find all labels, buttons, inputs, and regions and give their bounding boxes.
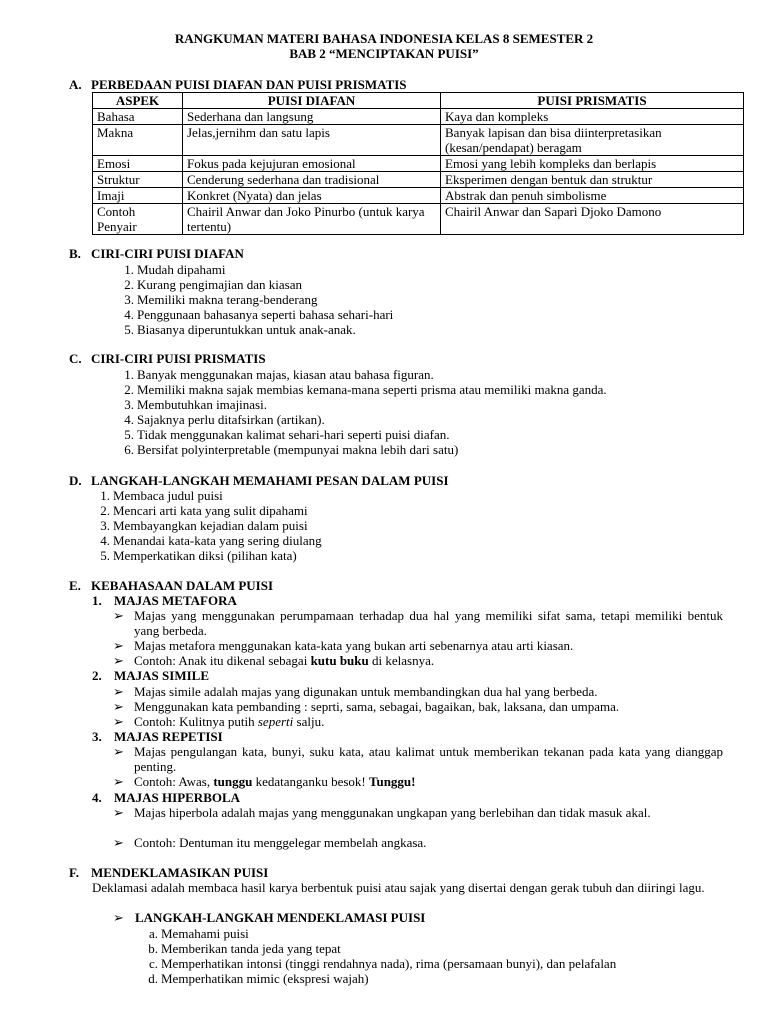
list-item: 3. Membutuhkan imajinasi.: [124, 397, 267, 412]
list-item: a. Memahami puisi: [148, 926, 249, 941]
arrow-bullet-icon: ➢: [113, 653, 124, 668]
bullet-item: ➢ Menggunakan kata pembanding : seprti, sama, sebagai, bagaikan, bak, laksana, dan umpama.: [113, 699, 620, 714]
list-item: 1. Mudah dipahami: [124, 262, 226, 277]
deklamasi-steps-list: [148, 926, 617, 986]
arrow-bullet-icon: ➢: [113, 684, 124, 699]
table-row: [93, 109, 744, 125]
table-header: PUISI DIAFAN: [183, 93, 441, 109]
deklamasi-steps-heading: ➢ LANGKAH-LANGKAH MENDEKLAMASI PUISI: [113, 910, 426, 925]
table-cell: Contoh Penyair: [93, 204, 183, 235]
section-b-heading: [69, 246, 244, 261]
arrow-bullet-icon: ➢: [113, 608, 124, 623]
section-title: PERBEDAAN PUISI DIAFAN DAN PUISI PRISMATIS: [91, 77, 407, 92]
arrow-bullet-icon: ➢: [113, 910, 124, 925]
document-title: RANGKUMAN MATERI BAHASA INDONESIA KELAS 8 SEMESTER 2: [174, 31, 594, 46]
table-cell: Kaya dan kompleks: [441, 109, 744, 125]
list-item: d. Memperhatikan mimic (ekspresi wajah): [148, 971, 369, 986]
memahami-list: [100, 488, 322, 563]
list-item: 5. Biasanya diperuntukkan untuk anak-anak.: [124, 322, 356, 337]
section-title: MENDEKLAMASIKAN PUISI: [91, 865, 269, 880]
table-row: [93, 172, 744, 188]
table-cell: Eksperimen dengan bentuk dan struktur: [441, 172, 744, 188]
prismatis-list: [124, 367, 607, 457]
section-e-heading: [69, 578, 273, 593]
arrow-bullet-icon: ➢: [113, 774, 124, 789]
section-letter: F.: [69, 865, 79, 880]
table-row: [93, 188, 744, 204]
bullet-item: ➢ Contoh: Awas, tunggu kedatanganku besok! Tunggu!: [113, 774, 416, 789]
table-cell: Bahasa: [93, 109, 183, 125]
table-cell: Jelas,jernihm dan satu lapis: [183, 125, 441, 156]
arrow-bullet-icon: ➢: [113, 714, 124, 729]
table-cell: Imaji: [93, 188, 183, 204]
section-f-heading: [69, 865, 268, 880]
list-item: 5. Tidak menggunakan kalimat sehari-hari seperti puisi diafan.: [124, 427, 450, 442]
list-item: 3. Membayangkan kejadian dalam puisi: [100, 518, 308, 533]
table-cell: Emosi yang lebih kompleks dan berlapis: [441, 156, 744, 172]
diafan-list: [124, 262, 394, 337]
majas-hiperbola-heading: 4. MAJAS HIPERBOLA: [92, 790, 241, 805]
section-a-heading: [69, 77, 407, 92]
majas-metafora-heading: 1. MAJAS METAFORA: [92, 593, 237, 608]
bullet-item: ➢ Majas pengulangan kata, bunyi, suku kata, atau kalimat untuk memberikan tekanan pada kata yang dianggap penting.: [113, 744, 723, 774]
bullet-item: ➢ Majas yang menggunakan perumpamaan terhadap dua hal yang memiliki sifat sama, tetapi memiliki bentuk yang berbeda.: [113, 608, 723, 638]
list-item: 3. Memiliki makna terang-benderang: [124, 292, 318, 307]
table-cell: Konkret (Nyata) dan jelas: [183, 188, 441, 204]
bullet-item: ➢ Contoh: Dentuman itu menggelegar membelah angkasa.: [113, 835, 427, 850]
chapter-title: BAB 2 “MENCIPTAKAN PUISI”: [289, 46, 479, 61]
table-row: [93, 204, 744, 235]
arrow-bullet-icon: ➢: [113, 835, 124, 850]
bullet-item: ➢ Majas hiperbola adalah majas yang menggunakan ungkapan yang berlebihan dan tidak masuk akal.: [113, 805, 651, 820]
section-letter: E.: [69, 578, 81, 593]
table-cell: Banyak lapisan dan bisa diinterpretasikan (kesan/pendapat) beragam: [441, 125, 744, 156]
list-item: c. Memperhatikan intonsi (tinggi rendahnya nada), rima (persamaan bunyi), dan pelafalan: [148, 956, 617, 971]
list-item: 5. Memperkatikan diksi (pilihan kata): [100, 548, 297, 563]
table-row: [93, 125, 744, 156]
bullet-item: ➢ Majas metafora menggunakan kata-kata yang bukan arti sebenarnya atau arti kiasan.: [113, 638, 574, 653]
table-cell: Chairil Anwar dan Joko Pinurbo (untuk karya tertentu): [183, 204, 441, 235]
list-item: 4. Menandai kata-kata yang sering diulang: [100, 533, 322, 548]
list-item: 2. Mencari arti kata yang sulit dipahami: [100, 503, 308, 518]
arrow-bullet-icon: ➢: [113, 638, 124, 653]
comparison-table: [92, 92, 744, 235]
section-letter: A.: [69, 77, 82, 92]
majas-simile-heading: 2. MAJAS SIMILE: [92, 668, 209, 683]
table-row: [93, 156, 744, 172]
list-item: 6. Bersifat polyinterpretable (mempunyai makna lebih dari satu): [124, 442, 459, 457]
list-item: b. Memberikan tanda jeda yang tepat: [148, 941, 341, 956]
arrow-bullet-icon: ➢: [113, 744, 124, 759]
list-item: 1. Banyak menggunakan majas, kiasan atau bahasa figuran.: [124, 367, 434, 382]
table-header: PUISI PRISMATIS: [441, 93, 744, 109]
section-d-heading: [69, 473, 449, 488]
section-letter: D.: [69, 473, 82, 488]
list-item: 4. Penggunaan bahasanya seperti bahasa sehari-hari: [124, 307, 394, 322]
section-c-heading: [69, 351, 266, 366]
section-letter: C.: [69, 351, 82, 366]
deklamasi-definition: Deklamasi adalah membaca hasil karya berbentuk puisi atau sajak yang disertai dengan gerak tubuh dan diiringi lagu.: [92, 880, 705, 895]
section-title: LANGKAH-LANGKAH MEMAHAMI PESAN DALAM PUISI: [91, 473, 449, 488]
list-item: 4. Sajaknya perlu ditafsirkan (artikan).: [124, 412, 325, 427]
table-cell: Emosi: [93, 156, 183, 172]
table-cell: Chairil Anwar dan Sapari Djoko Damono: [441, 204, 744, 235]
section-title: CIRI-CIRI PUISI DIAFAN: [91, 246, 244, 261]
bullet-item: ➢ Contoh: Anak itu dikenal sebagai kutu buku di kelasnya.: [113, 653, 435, 668]
table-cell: Sederhana dan langsung: [183, 109, 441, 125]
bullet-item: ➢ Contoh: Kulitnya putih seperti salju.: [113, 714, 325, 729]
table-header: ASPEK: [93, 93, 183, 109]
arrow-bullet-icon: ➢: [113, 699, 124, 714]
table-cell: Struktur: [93, 172, 183, 188]
list-item: 2. Kurang pengimajian dan kiasan: [124, 277, 302, 292]
table-header-row: [93, 93, 744, 109]
section-title: CIRI-CIRI PUISI PRISMATIS: [91, 351, 266, 366]
table-cell: Abstrak dan penuh simbolisme: [441, 188, 744, 204]
bullet-item: ➢ Majas simile adalah majas yang digunakan untuk membandingkan dua hal yang berbeda.: [113, 684, 598, 699]
list-item: 1. Membaca judul puisi: [100, 488, 223, 503]
section-title: KEBAHASAAN DALAM PUISI: [91, 578, 274, 593]
arrow-bullet-icon: ➢: [113, 805, 124, 820]
majas-repetisi-heading: 3. MAJAS REPETISI: [92, 729, 223, 744]
table-cell: Cenderung sederhana dan tradisional: [183, 172, 441, 188]
section-letter: B.: [69, 246, 81, 261]
list-item: 2. Memiliki makna sajak membias kemana-mana seperti prisma atau memiliki makna ganda.: [124, 382, 607, 397]
table-cell: Makna: [93, 125, 183, 156]
table-cell: Fokus pada kejujuran emosional: [183, 156, 441, 172]
